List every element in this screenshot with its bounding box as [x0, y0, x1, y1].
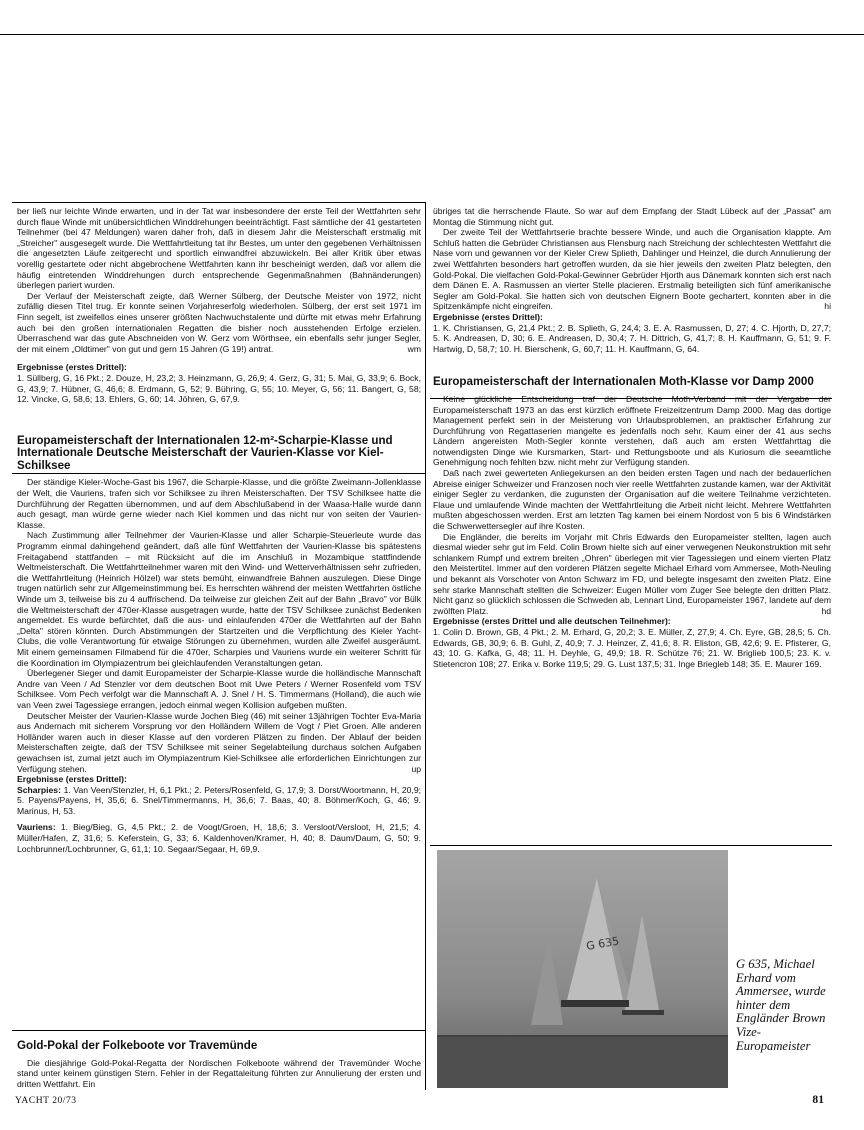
author-initials: hi — [824, 301, 831, 312]
finn-article-continuation: ber ließ nur leichte Winde erwarten, und in der Tat war insbesondere der erste Teil der Wettfahrten sehr durch flaue Winde mit unübersichtlichen Winddrehungen beeinträchtigt. Fast sämtliche der 41 gestarteten Teilnehmer (bei 47 Meldungen) waren daher froh, daß in diesem Jahr die Meisterschaft erstmalig mit „Streicher" ausgesegelt wurde. Die Wettfahrtleitung tat ihr Bestes, um unter den gegebenen Verhältnissen die angesetzten Läufe zeitgerecht und sportlich einwandfrei abzuwickeln. Bei aller Kritik über etwas vorellig gestartete oder nicht abgebrochene Wettfahrten kann ihr bescheinigt werden, daß vor allem die häufig eintretenden Winddrehungen durch entsprechende Gegenmaßnahmen (Bahnänderungen) überlegen pariert wurden. — [17, 206, 421, 291]
vauriens-label: Vauriens: — [17, 822, 56, 833]
finn-article-paragraph — [17, 291, 421, 355]
results-heading: Ergebnisse (erstes Drittel): — [17, 362, 127, 373]
gold-pokal-paragraph-2 — [433, 227, 831, 312]
results-heading: Ergebnisse (erstes Drittel und alle deutschen Teilnehmer): — [433, 616, 671, 627]
hull — [561, 1000, 629, 1007]
photo-illustration — [437, 850, 728, 1088]
moth-paragraph-2: Daß nach zwei gewerteten Anliegekursen an den beiden ersten Tagen und nach der bedauerlichen Abreise einiger Schweizer und Franzosen noch vier reelle Wettfahrten zustande kamen, war der Aktivität einiger Segler zu verdanken, die zugunsten der Organisation auf die weitere Teilnahme verzichteten. Flaue und umlaufende Winde machten der Wettfahrtleitung die Arbeit nicht leicht. Mehrere Wettfahrten mußten abgeschossen werden. Erst am letzten Tag kamen bei einem Nordost von 5 bis 6 Windstärken die Schwerwettersegler auf ihre Kosten. — [433, 468, 831, 532]
divider-after-results2 — [12, 1030, 425, 1031]
gold-pokal-paragraph-2-text: Der zweite Teil der Wettfahrtserie brachte bessere Winde, und auch die Organisation klappte. Am Schluß hatten die Gebrüder Christiansen aus Flensburg nach Streichung der schlechtesten Wettfahrt die Nase vorn und gewannen vor der Kieler Crew Splieth, Dahlinger und Heinzel, die durch Annulierung der zwei Wettfahrten besonders hart getroffen wurden, da sie hier jeweils den zweiten Platz belegten, den Gold-Pokal. Die vielfachen Gold-Pokal-Gewinner Gebrüder Hjorth aus Dänemark konnten sich erst nach dem Dänen E. A. Rasmussen an vierter Stelle placieren. Erstmalig beteiligten sich fünf amerikanische Segler am Gold-Pokal. Sie hatten sich von deutschen Eignern Boote gechartert, konnten aber in die Spitzenkämpfe nicht eingreifen. — [433, 227, 831, 312]
right-column — [433, 206, 831, 669]
vaurien-results — [17, 822, 421, 854]
scharpie-paragraph-4-text: Deutscher Meister der Vaurien-Klasse wurde Jochen Bieg (46) mit seiner 13jährigen Tochter Eva-Maria aus Andernach mit sicherem Vorsprung vor den Holländern Willem de Vogt / Piet Groen. Alle anderen Holländer waren auch in dieser Klasse auf den vorderen Plätzen zu finden. Der Ablauf der beiden Meisterschaften zeigte, daß der TSV Schilksee mit seiner Segelabteilung durchaus solchen Aufgaben gewachsen ist, zumal jetzt auch im Olympiazentrum Kiel-Schilksee alle erforderlichen Einrichtungen zur Verfügung stehen. — [17, 710, 421, 774]
top-rule — [0, 34, 864, 35]
moth-article-title: Europameisterschaft der Internationalen Moth-Klasse vor Damp 2000 — [433, 375, 814, 389]
scharpies-values: 1. Van Veen/Stenzler, H, 6,1 Pkt.; 2. Peters/Rosenfeld, G, 17,9; 3. Dorst/Woortmann, H, 20,9; 5. Payens/Payens, H, 35,6; 6. Snel/Timmermanns, H, 36,6; 7. Baas, 40; 8. Böhmer/Koch, G, 46; 9. Marinus, H, 53. — [17, 784, 421, 816]
scharpie-results — [17, 785, 421, 817]
author-initials: up — [411, 763, 421, 774]
moth-paragraph-3-text: Die Engländer, die bereits im Vorjahr mit Chris Edwards den Europameister stellten, lagen auch diesmal wieder sehr gut im Feld. Colin Brown hielte sich auf einer verwegenen Neukonstruktion mit sehr schlankem Rumpf und extrem breiten „Ohren" überlegen mit vier Tagessiegen und einem vierten Platz den Meistertitel. Immer auf den vorderen Plätzen segelte Michael Erhard vom Ammersee, Moth-Neuling und bekannt als Vorschoter von Anton Schwarz im FD, und belegte insgesamt den zweiten Platz. Eine sehr starke Mannschaft stellten die Schweizer: Eugen Müller vom Zuger See belegte den dritten Platz. Nicht ganz so glücklich schlossen die Schweden ab, Lennart Lind, Europameister 1967, landete auf dem zwölften Platz. — [433, 531, 831, 616]
photo-caption: G 635, Michael Erhard vom Ammersee, wurde hinter dem Engländer Brown Vize-Europameister — [736, 957, 826, 1053]
sail-number: G 635 — [585, 934, 621, 953]
moth-paragraph-3 — [433, 532, 831, 617]
moth-sailing-photo — [437, 850, 728, 1088]
scharpie-paragraph-2: Nach Zustimmung aller Teilnehmer der Vaurien-Klasse und aller Scharpie-Steuerleute wurde das Programm einmal dahingehend geändert, daß alle fünf Wettfahrten der Vaurien-Klasse bis spätestens Freitagabend stattfanden – mit Rücksicht auf die im Anschluß in Mozambique stattfindende Weltmeisterschaft. Die Wettfahrtteilnehmer waren mit den Wind- und Wetterverhältnissen sehr zufrieden, die Wettfahrtleitung (Heinrich Hölzel) war stets bemüht, einwandfreie Bahnen auszulegen. Diese Dinge trugen natürlich sehr zur Allgemeinstimmung bei. Es herrschten während der meisten Wettfahrten östliche Winde um 3, teilweise bis zu 4 auffrischend. Da teilweise zur gleichen Zeit auf der Bahn „Bravo" vor Bülk die Weltmeisterschaft der 470er-Klasse ausgetragen wurde, hatte der TSV Schilksee zunächst Bedenken angemeldet. Es wurde befürchtet, daß die aus- und einlaufenden 470er die Wettfahrten auf der Bahn „Delta" stören könnten. Durch Abstimmungen der Startzeiten und die Verpflichtung des Kieler Yacht-Clubs, die volle Verantwortung für etwaige Störungen zu übernehmen, wurden alle Zweifel ausgeräumt. Mit einem gemeinsamen Filmabend für die 470er, Scharpies und Vauriens wurde ein weiterer Schritt für die Koordination im Olympiazentrum bei gleichlaufenden Veranstaltungen getan. — [17, 530, 421, 668]
moth-results: 1. Colin D. Brown, GB, 4 Pkt.; 2. M. Erhard, G, 20,2; 3. E. Müller, Z, 27,9; 4. Ch. Eyre, GB, 28,5; 5. Ch. Edwards, GB, 30,9; 6. B. Guhl, Z, 40,9; 7. J. Heinzer, Z, 41,6; 8. R. Eliston, GB, 42,6; 9. E. Pfisterer, G, 43; 10. G. Kafka, G, 48; 11. H. Deyhle, G, 49,9; 18. R. Schütze 76; 21. W. Briglieb 100,5; 23. K. v. Stietencron 108; 27. Erika v. Borke 119,5; 29. G. Lust 137,5; 31. Inge Briegleb 148; 35. E. Maurer 169. — [433, 626, 831, 669]
water — [437, 1035, 728, 1088]
scharpie-paragraph-3: Überlegener Sieger und damit Europameister der Scharpie-Klasse wurde die holländische Mannschaft Andre van Veen / Ad Stenzler vor dem deutschen Boot mit Uwe Peters / Werner Rosenfeld vom TSV Schilksee. Vom Pech verfolgt war die Mannschaft A. J. Snel / H. S. Timmermans (Holland), die auch wie van Veen zwei Tagessiege errangen, jedoch einmal wegen Kollision aufgeben mußten. — [17, 668, 421, 710]
results-heading: Ergebnisse (erstes Drittel): — [17, 774, 127, 785]
divider-after-results4 — [430, 845, 832, 846]
column-divider — [425, 202, 426, 1090]
author-initials: hd — [821, 605, 831, 616]
left-column-bottom — [17, 1040, 421, 1089]
publication-footer: YACHT 20/73 — [15, 1095, 77, 1106]
gold-pokal-article-title: Gold-Pokal der Folkeboote vor Travemünde — [17, 1039, 258, 1052]
finn-paragraph-text: Der Verlauf der Meisterschaft zeigte, daß Werner Sülberg, der Deutsche Meister von 1972, nicht zufällig diesen Titel trug. Er konnte seinen Vorjahreserfolg wiederholen. Sülberg, der erst seit 1971 im Finn segelt, ist zweifellos eines unserer größten Nachwuchstalente und dürfte mit etwas mehr Erfahrung auch bei den großen internationalen Regatten die bisher noch ausstehenden Erfolge erzielen. Überraschend war das gute Abschneiden von W. Gerz vom Wörthsee, ein ebenfalls sehr junger Segler, der mit einem „Oldtimer" von gut und gern 15 Jahren (G 19!) antrat. — [17, 290, 421, 354]
scharpie-paragraph-4 — [17, 711, 421, 775]
gold-pokal-paragraph-1: Die diesjährige Gold-Pokal-Regatta der Nordischen Folkeboote während der Travemünder Woche stand unter keinem günstigen Stern. Fehler in der Regattaleitung führten zur Annulierung der ersten und dritten Wettfahrt. Ein — [17, 1057, 421, 1089]
gold-pokal-results: 1. K. Christiansen, G, 21,4 Pkt.; 2. B. Splieth, G, 24,4; 3. E. A. Rasmussen, D, 27; 4. C. Hjorth, D, 27,7; 5. K. Andreasen, D, 30; 6. E. Andreasen, D, 30,4; 7. H. Dittrich, G, 41,7; 8. H. Kauffmann, G, 51; 9. F. Hartwig, D, 58,7; 10. H. Bierschenk, G, 60,7; 11. H. Kauffmann, G, 64. — [433, 322, 831, 354]
gold-pokal-continuation: übriges tat die herrschende Flaute. So war auf dem Empfang der Stadt Lübeck auf der „Passat" am Montag die Stimmung nicht gut. — [433, 206, 831, 227]
results-heading: Ergebnisse (erstes Drittel): — [433, 311, 543, 322]
vauriens-values: 1. Bieg/Bieg, G, 4,5 Pkt.; 2. de Voogt/Groen, H, 18,6; 3. Versloot/Versloot, H, 21,5; 4. Müller/Hafen, Z, 31,6; 5. Keferstein, G, 33; 6. Kaldenhoven/Kramer, H, 40; 8. Daum/Daum, G, 50; 9. Lochbrunner/Lochbrunner, G, 61,1; 10. Segaar/Segaar, H, 69,9. — [17, 822, 421, 854]
scharpies-label: Scharpies: — [17, 784, 61, 795]
left-column-top-rule — [12, 202, 425, 203]
finn-results: 1. Süllberg, G, 16 Pkt.; 2. Douze, H, 23,2; 3. Heinzmann, G, 26,9; 4. Gerz, G, 31; 5. Mai, G, 33,9; 6. Bock, G, 43,9; 7. Hübner, G, 46,6; 8. Erdmann, G, 52; 9. Bühring, G, 55; 10. Meyer, G, 56; 11. Bangert, G, 58; 12. Vincke, G, 58,6; 13. Ehlers, G, 60; 14. Jöhren, G, 67,9. — [17, 372, 421, 405]
hull-2 — [622, 1010, 664, 1015]
scharpie-paragraph-1: Der ständige Kieler-Woche-Gast bis 1967, die Scharpie-Klasse, und die größte Zweimann-Jollenklasse der Welt, die Vauriens, trafen sich vor Schilksee zu ihren Meisterschaften. Der TSV Schilksee hatte die Durchführung der Regatten übernommen, und auf dem Abschlußabend in der Waasa-Halle wurde dann auch gesagt, man würde gerne wieder nach Kiel kommen und das nicht nur von seiten der Vaurien-Klasse. — [17, 477, 421, 530]
page-number: 81 — [812, 1093, 824, 1106]
moth-paragraph-1: Keine glückliche Entscheidung traf der Deutsche Moth-Verband mit der Vergabe der Europameisterschaft 1973 an das erst kürzlich eröffnete Freizeitzentrum Damp 2000. Mag das dortige Management perfekt sein in der Meisterung von Urlaubsproblemen, an praktischer Erfahrung zur Durchführung von Regattaserien mangelte es jedenfalls noch sehr. Kaum einer der 41 aus sechs Ländern angereisten Moth-Segler konnte verstehen, daß auch am ersten Wettfahrttag die notwendigsten Dinge wie Kursmarken, Start- und Rettungsboote und als Kuriosum die seeamtliche Genehmigung noch fehlten bzw. nicht mehr zur Verfügung standen. — [433, 393, 831, 468]
author-initials: wm — [407, 343, 421, 354]
scharpie-vaurien-article-title: Europameisterschaft der Internationalen 12-m²-Scharpie-Klasse und Internationale Deutsche Meisterschaft der Vaurien-Klasse vor Kiel-Schilksee — [17, 433, 393, 472]
left-column — [17, 206, 421, 854]
